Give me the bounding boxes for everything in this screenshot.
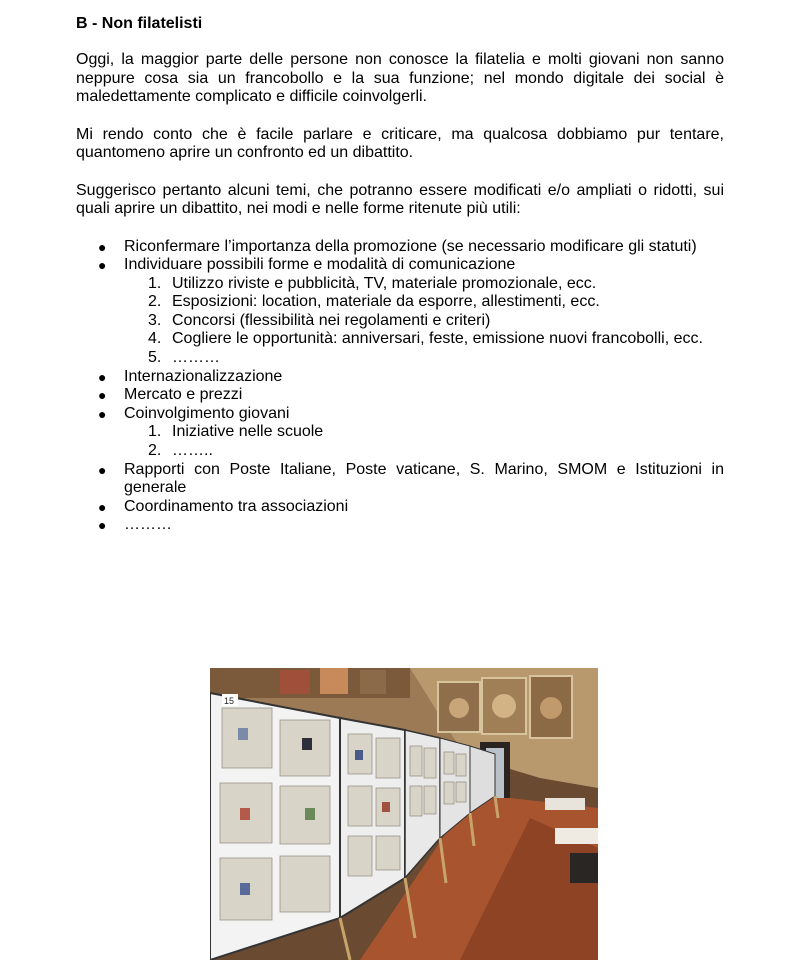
list-item: [76, 405, 724, 461]
bullet-icon: ●: [98, 405, 107, 422]
bullet-icon: ●: [98, 498, 107, 515]
sublist-number: 1.: [148, 423, 162, 441]
sublist-text: Cogliere le opportunità: anniversari, feste, emissione nuovi francobolli, ecc.: [172, 330, 703, 348]
list-item: [76, 238, 724, 257]
document-page: [76, 14, 724, 535]
sublist-number: 3.: [148, 311, 162, 329]
list-item-text: Mercato e prezzi: [124, 386, 243, 404]
section-heading: B - Non filatelisti: [76, 15, 203, 32]
frame-number-label: 15: [224, 696, 235, 706]
topics-list: [76, 238, 724, 536]
sublist-item: [124, 293, 724, 312]
sublist-text: Utilizzo riviste e pubblicità, TV, materiale promozionale, ecc.: [172, 274, 597, 292]
bullet-icon: ●: [98, 257, 107, 274]
sublist-text: Concorsi (flessibilità nei regolamenti e criteri): [172, 311, 491, 329]
list-item-text: Riconfermare l’importanza della promozione (se necessario modificare gli statuti): [124, 237, 697, 255]
sublist-giovani: [124, 423, 724, 460]
sublist-item: [124, 423, 724, 442]
sublist-text: Iniziative nelle scuole: [172, 423, 324, 441]
sublist-number: 2.: [148, 442, 162, 460]
sublist-text: ……..: [172, 442, 213, 460]
list-item-text: Coordinamento tra associazioni: [124, 497, 349, 515]
sublist-text: Esposizioni: location, materiale da esporre, allestimenti, ecc.: [172, 293, 600, 311]
list-item-text: Coinvolgimento giovani: [124, 404, 290, 422]
paragraph-intro: Oggi, la maggior parte delle persone non conosce la filatelia e molti giovani non sanno neppure cosa sia un francobollo e la sua funzione; nel mondo digitale dei social è maledettamente complicato e difficile coinvolgerli.: [76, 51, 724, 105]
list-item: [76, 368, 724, 387]
paragraph-confronto: Mi rendo conto che è facile parlare e criticare, ma qualcosa dobbiamo pur tentare, quantomeno aprire un confronto ed un dibattito.: [76, 125, 724, 161]
sublist-item: [124, 442, 724, 461]
sublist-item: [124, 312, 724, 331]
bullet-icon: ●: [98, 517, 107, 534]
paragraph-temi: Suggerisco pertanto alcuni temi, che potranno essere modificati e/o ampliati o ridotti, sui quali aprire un dibattito, nei modi e nelle forme ritenute più utili:: [76, 181, 724, 217]
list-item: [76, 256, 724, 368]
sublist-item: [124, 349, 724, 368]
list-item-text: Internazionalizzazione: [124, 367, 283, 385]
list-item-text: Rapporti con Poste Italiane, Poste vaticane, S. Marino, SMOM e Istituzioni in generale: [124, 460, 724, 497]
bullet-icon: ●: [98, 238, 107, 255]
list-item: [76, 516, 724, 535]
list-item: [76, 386, 724, 405]
sublist-text: ………: [172, 349, 220, 367]
sublist-item: [124, 330, 724, 349]
sublist-item: [124, 275, 724, 294]
sublist-number: 5.: [148, 349, 162, 367]
bullet-icon: ●: [98, 368, 107, 385]
list-item-text: ………: [124, 516, 172, 534]
sublist-comunicazione: [124, 275, 724, 368]
bullet-icon: ●: [98, 461, 107, 478]
list-item-text: Individuare possibili forme e modalità di comunicazione: [124, 256, 516, 274]
list-item: [76, 498, 724, 517]
bullet-icon: ●: [98, 387, 107, 404]
sublist-number: 4.: [148, 330, 162, 348]
exhibition-photo: [210, 668, 598, 960]
list-item: [76, 461, 724, 498]
sublist-number: 1.: [148, 274, 162, 292]
sublist-number: 2.: [148, 293, 162, 311]
